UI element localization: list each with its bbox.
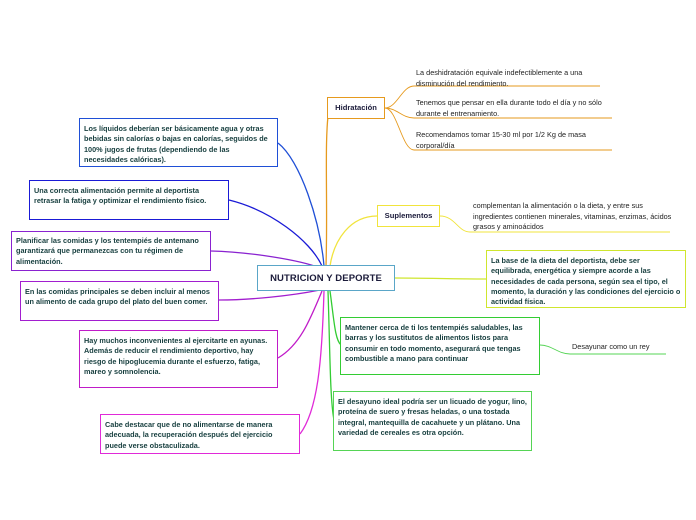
connector-hidratacion <box>326 108 329 266</box>
connector-suplementos <box>330 216 377 266</box>
connector-comidas <box>219 290 320 300</box>
hidratacion-subtopic-3[interactable]: Recomendamos tomar 15-30 ml por 1/2 Kg de masa corporal/día <box>416 130 586 150</box>
suplementos-subtopic[interactable]: complementan la alimentación o la dieta, y entre sus ingredientes contienen minerales, vitaminas, enzimas, ácidos grasos y aminoácidos <box>473 201 672 232</box>
topic-base-dieta[interactable]: La base de la dieta del deportista, debe ser equilibrada, energética y siempre acorde a las necesidades de cada persona, según sea el tipo, el momento, la duración y las condiciones del ejercicio o actividad física. <box>486 250 686 308</box>
topic-desayuno[interactable]: El desayuno ideal podría ser un licuado de yogur, lino, proteína de suero y fresas heladas, o una tostada integral, mantequilla de cacahuete y un plátano. Una variedad de cereales es otra opción. <box>333 391 532 451</box>
connector-ayunas <box>278 291 322 358</box>
topic-alimentarse[interactable]: Cabe destacar que de no alimentarse de manera adecuada, la recuperación después del ejercicio puede verse obstaculizada. <box>100 414 300 454</box>
topic-tentempies[interactable]: Mantener cerca de ti los tentempiés saludables, las barras y los sustitutos de alimentos listos para consumir en todo momento, asegurará que tengas combustible a mano para continuar <box>340 317 540 375</box>
topic-planificar[interactable]: Planificar las comidas y los tentempiés de antemano garantizará que permanezcas con tu régimen de alimentación. <box>11 231 211 271</box>
topic-suplementos[interactable]: Suplementos <box>377 205 440 227</box>
connector-alimentarse <box>300 291 324 434</box>
hidratacion-subtopic-1[interactable]: La deshidratación equivale indefectiblemente a una disminución del rendimiento. <box>416 68 583 88</box>
topic-comidas[interactable]: En las comidas principales se deben incluir al menos un alimento de cada grupo del plato del buen comer. <box>20 281 219 321</box>
topic-ayunas[interactable]: Hay muchos inconvenientes al ejercitarte en ayunas. Además de reducir el rendimiento deportivo, hay riesgo de hipoglucemia durante el esfuerzo, fatiga, mareo y somnolencia. <box>79 330 278 388</box>
central-topic[interactable]: NUTRICION Y DEPORTE <box>257 265 395 291</box>
connector-fatiga <box>229 200 322 266</box>
connector-base <box>395 278 486 279</box>
topic-hidratacion[interactable]: Hidratación <box>327 97 385 119</box>
tentempies-subtopic[interactable]: Desayunar como un rey <box>572 342 650 351</box>
hidratacion-subtopic-2[interactable]: Tenemos que pensar en ella durante todo el día y no sólo durante el entrenamiento. <box>416 98 602 118</box>
topic-liquidos[interactable]: Los líquidos deberían ser básicamente agua y otras bebidas sin calorías o bajas en calorías, seguidos de 100% jugos de frutas (dependiendo de las necesidades calóricas). <box>79 118 278 167</box>
connector-liquidos <box>278 143 324 266</box>
topic-fatiga[interactable]: Una correcta alimentación permite al deportista retrasar la fatiga y optimizar el rendimiento físico. <box>29 180 229 220</box>
